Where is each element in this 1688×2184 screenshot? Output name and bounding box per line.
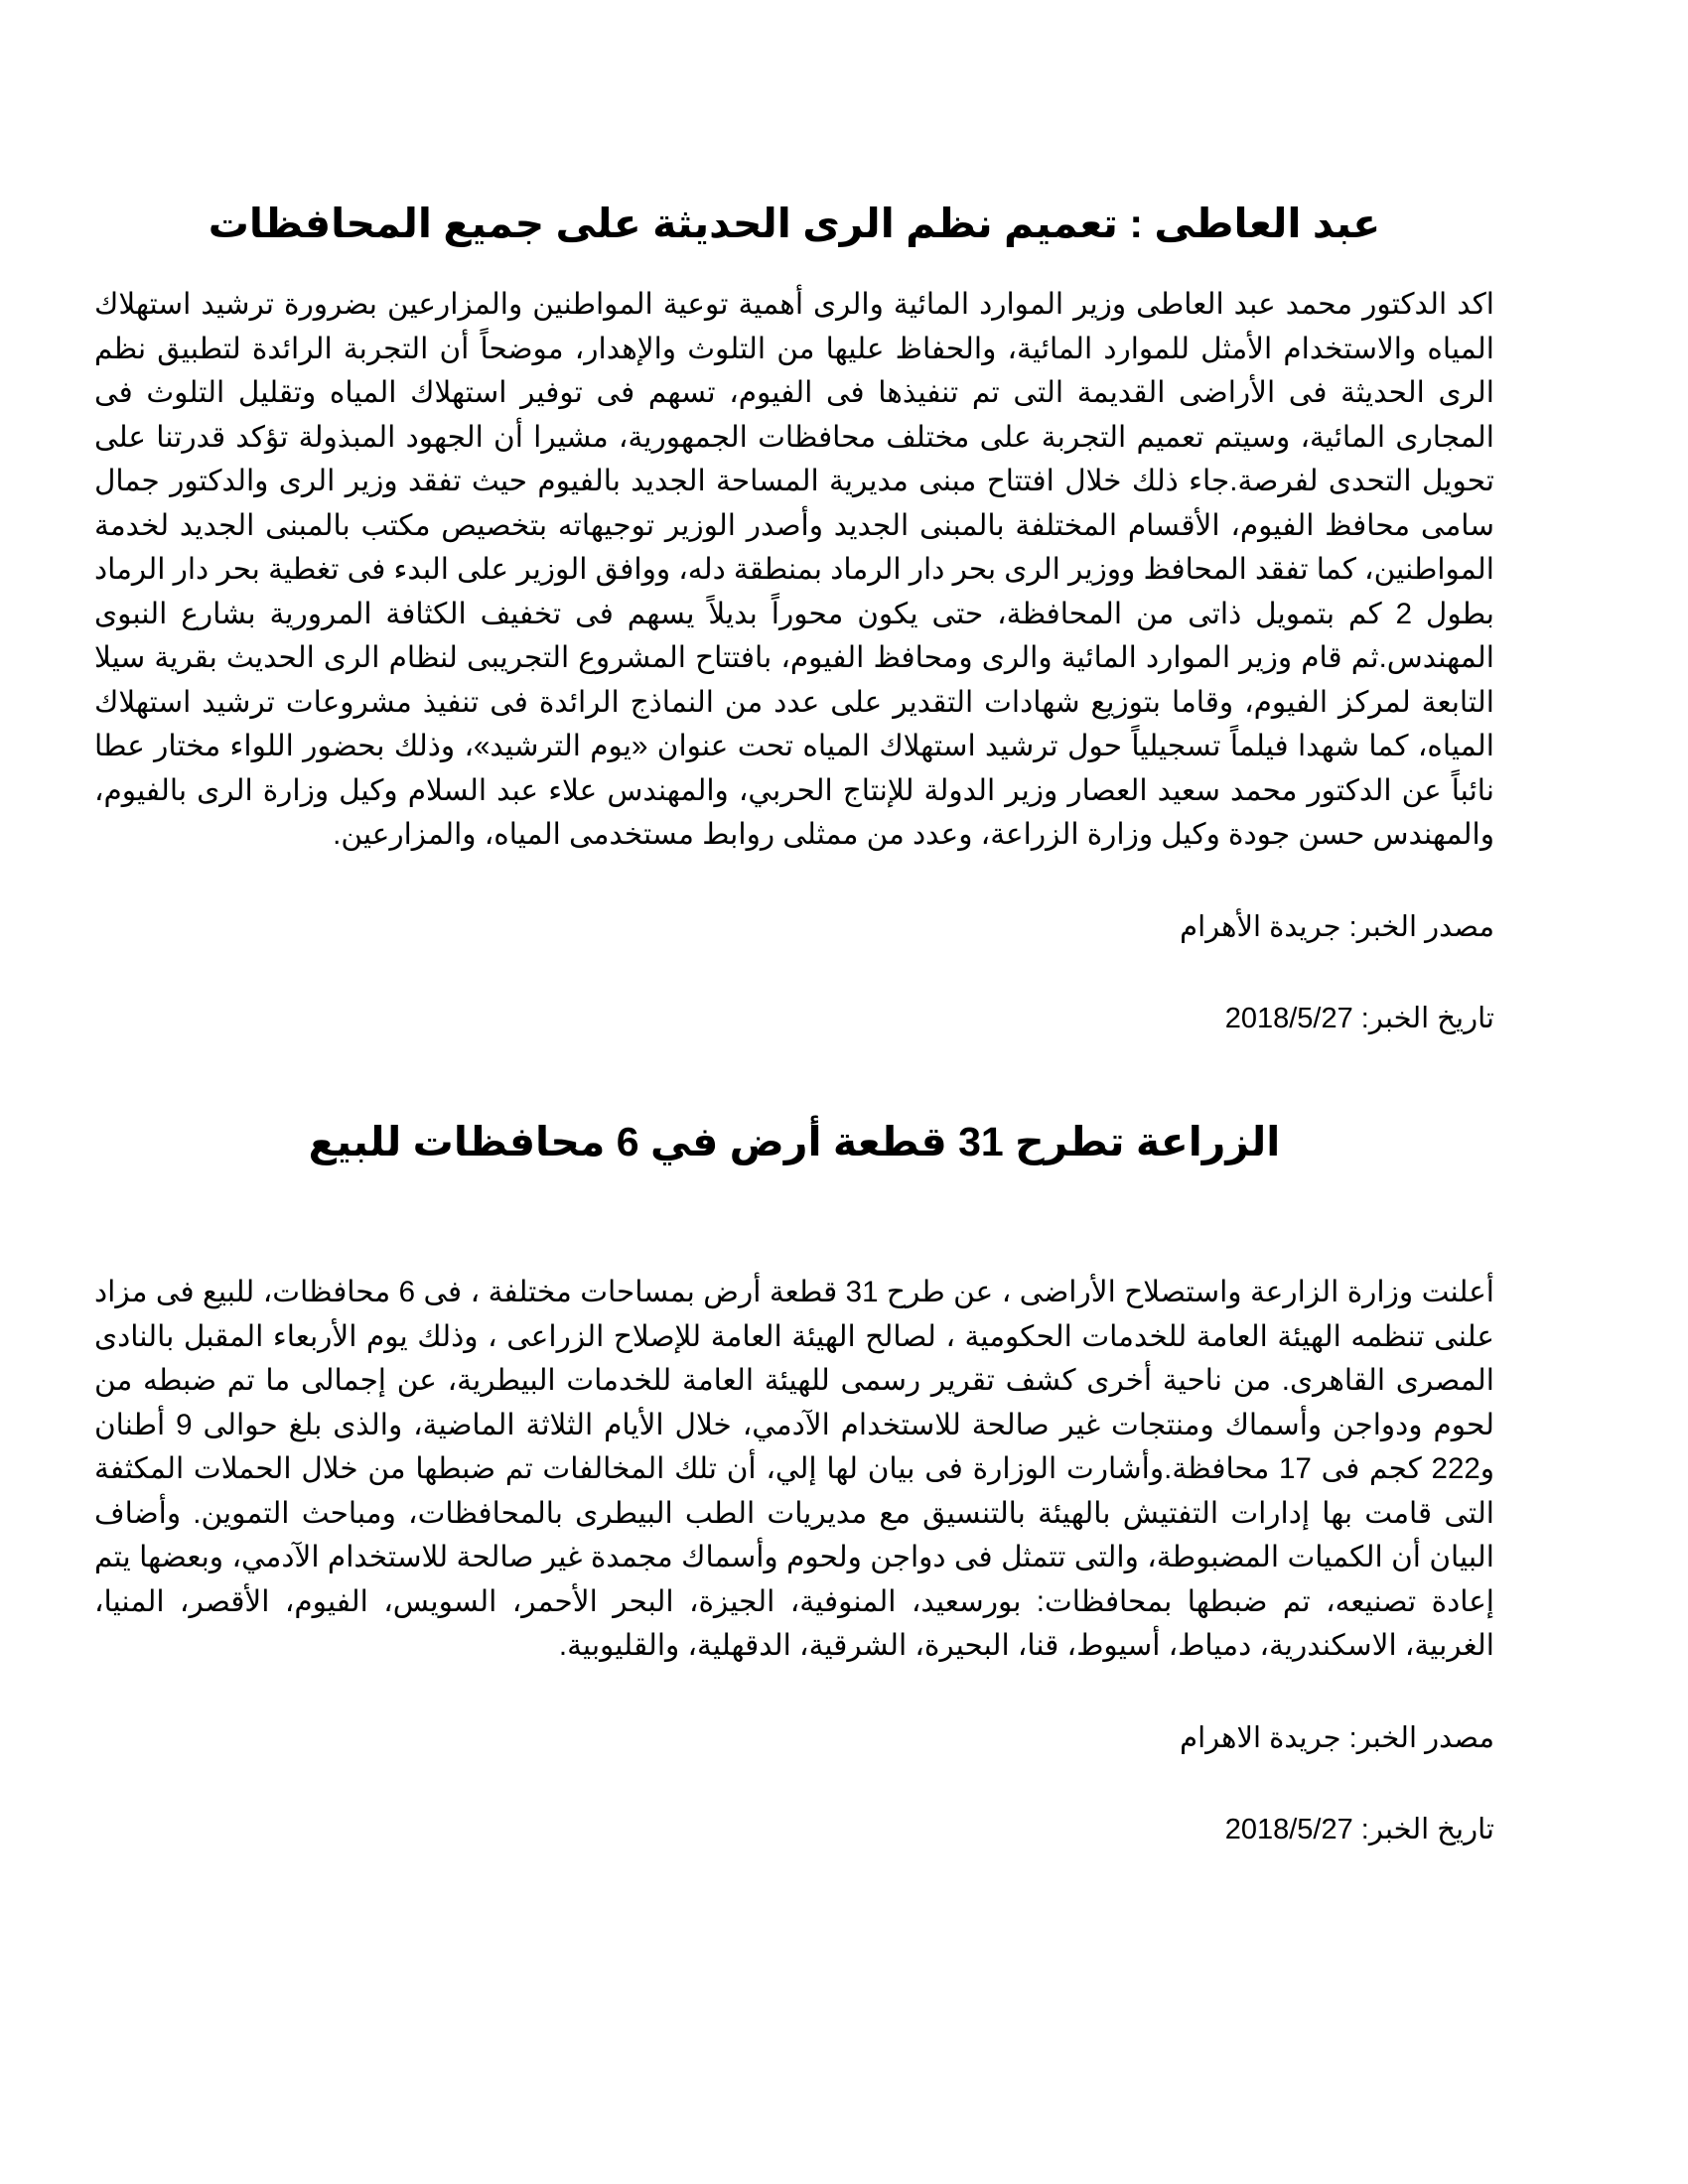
news-date-value: 2018/5/27 <box>1224 1813 1353 1845</box>
news-source-label: مصدر الخبر: <box>1340 910 1494 943</box>
news-source <box>94 905 1494 949</box>
article-headline: عبد العاطى : تعميم نظم الرى الحديثة على جميع المحافظات <box>208 201 1381 246</box>
news-source <box>94 1716 1494 1760</box>
news-source-label: مصدر الخبر: <box>1340 1721 1494 1754</box>
news-date-value: 2018/5/27 <box>1224 1002 1353 1034</box>
news-source-value: جريدة الاهرام <box>1180 1721 1341 1754</box>
news-date <box>94 1808 1494 1851</box>
news-date-label: تاريخ الخبر: <box>1352 1002 1494 1034</box>
news-date-label: تاريخ الخبر: <box>1352 1813 1494 1845</box>
news-source-value: جريدة الأهرام <box>1180 910 1341 943</box>
article-land-sale <box>94 1112 1494 1851</box>
article-headline: الزراعة تطرح 31 قطعة أرض في 6 محافظات للبيع <box>308 1119 1281 1164</box>
news-date <box>94 997 1494 1040</box>
article-irrigation <box>94 194 1494 1040</box>
article-body: اكد الدكتور محمد عبد العاطى وزير الموارد المائية والرى أهمية توعية المواطنين والمزارعين بضرورة ترشيد استهلاك المياه والاستخدام الأمثل للموارد المائية، والحفاظ عليها من التلوث والإهدار، موضحاً أن التجربة الرائدة لتطبيق نظم الرى الحديثة فى الأراضى القديمة التى تم تنفيذها فى الفيوم، تسهم فى توفير استهلاك المياه وتقليل التلوث فى المجارى المائية، وسيتم تعميم التجربة على مختلف محافظات الجمهورية، مشيرا أن الجهود المبذولة تؤكد قدرتنا على تحويل التحدى لفرصة.جاء ذلك خلال افتتاح مبنى مديرية المساحة الجديد بالفيوم حيث تفقد وزير الرى والدكتور جمال سامى محافظ الفيوم، الأقسام المختلفة بالمبنى الجديد وأصدر الوزير توجيهاته بتخصيص مكتب بالمبنى الجديد لخدمة المواطنين، كما تفقد المحافظ ووزير الرى بحر دار الرماد بمنطقة دله، ووافق الوزير على البدء فى تغطية بحر دار الرماد بطول 2 كم بتمويل ذاتى من المحافظة، حتى يكون محوراً بديلاً يسهم فى تخفيف الكثافة المرورية بشارع النبوى المهندس.ثم قام وزير الموارد المائية والرى ومحافظ الفيوم، بافتتاح المشروع التجريبى لنظام الرى الحديث بقرية سيلا التابعة لمركز الفيوم، وقاما بتوزيع شهادات التقدير على عدد من النماذج الرائدة فى تنفيذ مشروعات ترشيد استهلاك المياه، كما شهدا فيلماً تسجيلياً حول ترشيد استهلاك المياه تحت عنوان «يوم الترشيد»، وذلك بحضور اللواء مختار عطا نائباً عن الدكتور محمد سعيد العصار وزير الدولة للإنتاج الحربي، والمهندس علاء عبد السلام وكيل وزارة الرى بالفيوم، والمهندس حسن جودة وكيل وزارة الزراعة، وعدد من ممثلى روابط مستخدمى المياه، والمزارعين. <box>94 288 1495 851</box>
article-body: أعلنت وزارة الزارعة واستصلاح الأراضى ، عن طرح 31 قطعة أرض بمساحات مختلفة ، فى 6 محافظات، للبيع فى مزاد علنى تنظمه الهيئة العامة للخدمات الحكومية ، لصالح الهيئة العامة للإصلاح الزراعى ، وذلك يوم الأربعاء المقبل بالنادى المصرى القاهرى. من ناحية أخرى كشف تقرير رسمى للهيئة العامة للخدمات البيطرية، عن إجمالى ما تم ضبطه من لحوم ودواجن وأسماك ومنتجات غير صالحة للاستخدام الآدمي، خلال الأيام الثلاثة الماضية، والذى بلغ حوالى 9 أطنان و222 كجم فى 17 محافظة.وأشارت الوزارة فى بيان لها إلي، أن تلك المخالفات تم ضبطها من خلال الحملات المكثفة التى قامت بها إدارات التفتيش بالهيئة بالتنسيق مع مديريات الطب البيطرى بالمحافظات، ومباحث التموين. وأضاف البيان أن الكميات المضبوطة، والتى تتمثل فى دواجن ولحوم وأسماك مجمدة غير صالحة للاستخدام الآدمي، وبعضها يتم إعادة تصنيعه، تم ضبطها بمحافظات: بورسعيد، المنوفية، الجيزة، البحر الأحمر، السويس، الفيوم، الأقصر، المنيا، الغربية، الاسكندرية، دمياط، أسيوط، قنا، البحيرة، الشرقية، الدقهلية، والقليوبية. <box>94 1276 1495 1662</box>
